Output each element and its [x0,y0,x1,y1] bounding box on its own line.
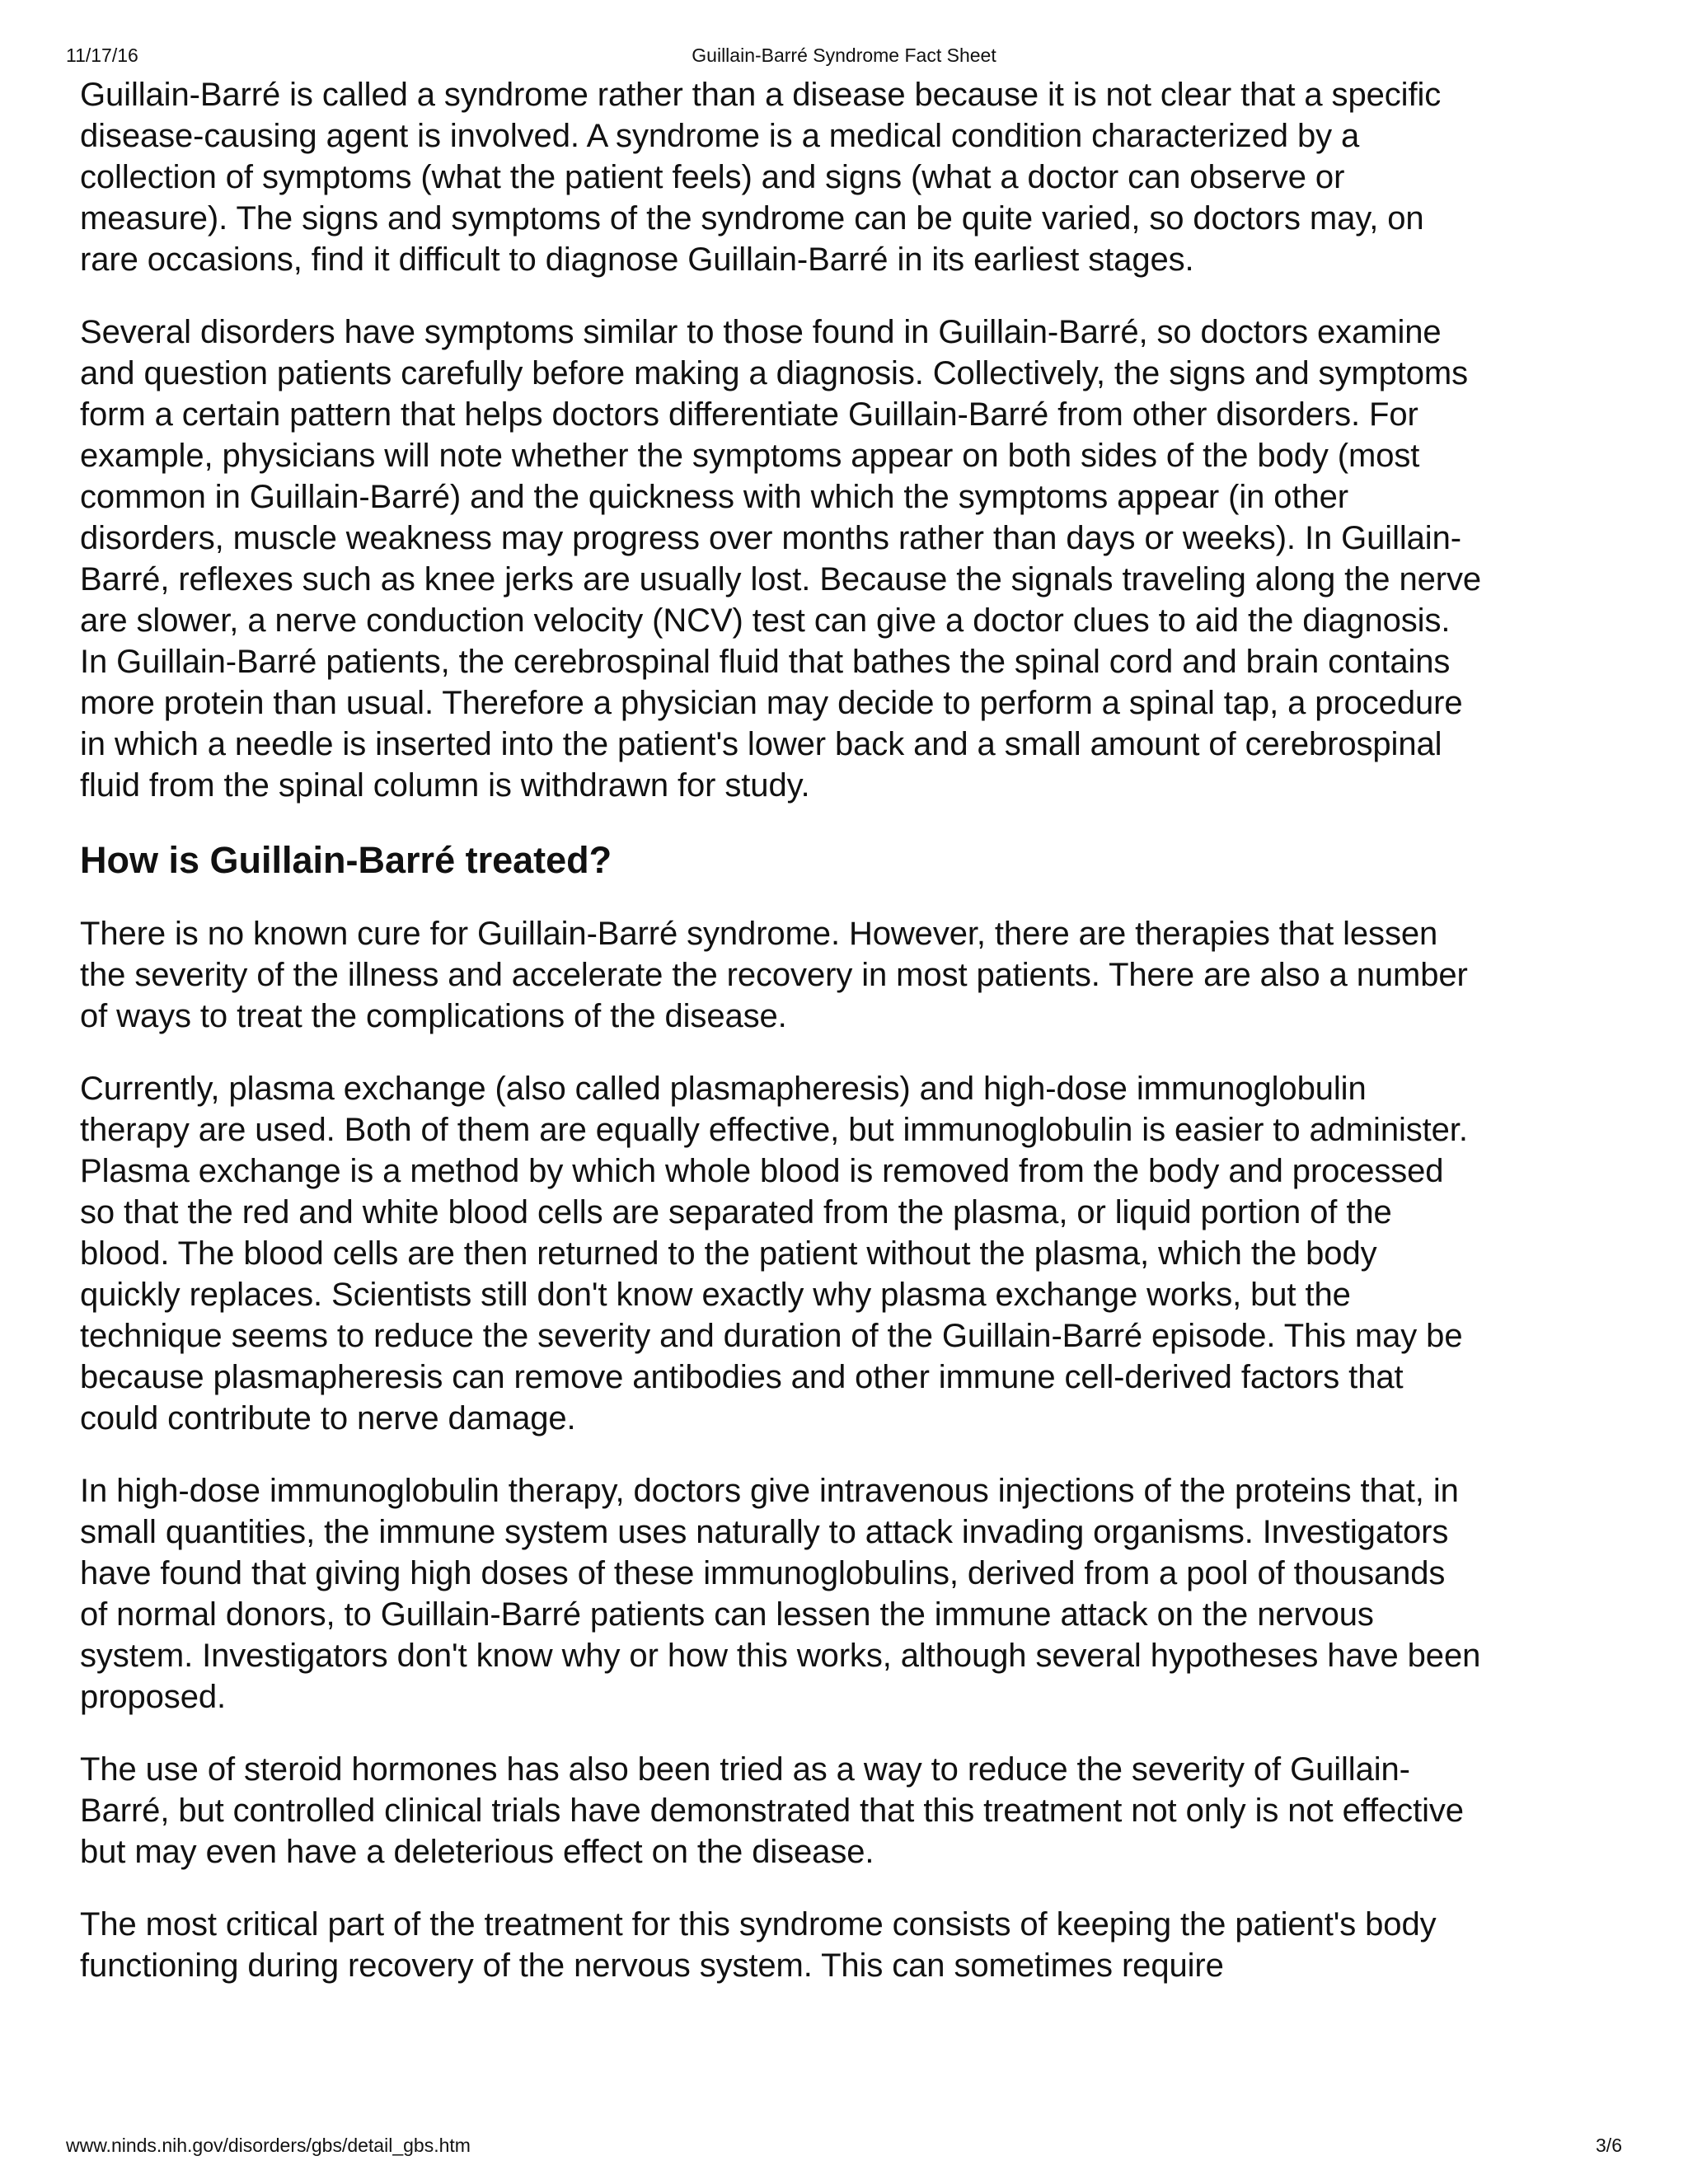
paragraph-supportive-care: The most critical part of the treatment for this syndrome consists of keeping the patient's body functioning during recovery of the nervous system. This can sometimes require [80,1906,1437,1984]
paragraph-diagnosis: Several disorders have symptoms similar to those found in Guillain-Barré, so doctors examine and question patients carefully before making a diagnosis. Collectively, the signs and symptoms form a certain pattern that helps doctors differentiate Guillain-Barré from other disorders. For example, physicians will note whether the symptoms appear on both sides of the body (most common in Guillain-Barré) and the quickness with which the symptoms appear (in other disorders, muscle weakness may progress over months rather than days or weeks). In Guillain-Barré, reflexes such as knee jerks are usually lost. Because the signals traveling along the nerve are slower, a nerve conduction velocity (NCV) test can give a doctor clues to aid the diagnosis. In Guillain-Barré patients, the cerebrospinal fluid that bathes the spinal cord and brain contains more protein than usual. Therefore a physician may decide to perform a spinal tap, a procedure in which a needle is inserted into the patient's lower back and a small amount of cerebrospinal fluid from the spinal column is withdrawn for study. [80,314,1482,804]
section-heading-treatment: How is Guillain-Barré treated? [80,839,612,881]
paragraph-plasma-exchange: Currently, plasma exchange (also called plasmapheresis) and high-dose immunoglobulin therapy are used. Both of them are equally effective, but immunoglobulin is easier to administer. Plasma exchange is a method by which whole blood is removed from the body and processed so that the red and white blood cells are separated from the plasma, or liquid portion of the blood. The blood cells are then returned to the patient without the plasma, which the body quickly replaces. Scientists still don't know exactly why plasma exchange works, but the technique seems to reduce the severity and duration of the Guillain-Barré episode. This may be because plasmapheresis can remove antibodies and other immune cell-derived factors that could contribute to nerve damage. [80,1071,1468,1436]
page-number: 3/6 [1596,2135,1622,2156]
paragraph-steroids: The use of steroid hormones has also been tried as a way to reduce the severity of Guillain-Barré, but controlled clinical trials have demonstrated that this treatment not only is not effective but may even have a deleterious effect on the disease. [80,1751,1464,1870]
print-footer [66,2133,1622,2158]
print-date: 11/17/16 [66,45,138,66]
paragraph-immunoglobulin: In high-dose immunoglobulin therapy, doctors give intravenous injections of the proteins that, in small quantities, the immune system uses naturally to attack invading organisms. Investigators have found that giving high doses of these immunoglobulins, derived from a pool of thousands of normal donors, to Guillain-Barré patients can lessen the immune attack on the nervous system. Investigators don't know why or how this works, although several hypotheses have been proposed. [80,1473,1481,1715]
print-header [66,43,1622,68]
source-url: www.ninds.nih.gov/disorders/gbs/detail_gbs.htm [66,2135,471,2156]
article-body [80,74,1481,2018]
paragraph-no-cure: There is no known cure for Guillain-Barré syndrome. However, there are therapies that lessen the severity of the illness and accelerate the recovery in most patients. There are also a number of ways to treat the complications of the disease. [80,916,1468,1034]
document-title: Guillain-Barré Syndrome Fact Sheet [692,45,996,66]
paragraph-syndrome-definition: Guillain-Barré is called a syndrome rather than a disease because it is not clear that a specific disease-causing agent is involved. A syndrome is a medical condition characterized by a collection of symptoms (what the patient feels) and signs (what a doctor can observe or measure). The signs and symptoms of the syndrome can be quite varied, so doctors may, on rare occasions, find it difficult to diagnose Guillain-Barré in its earliest stages. [80,77,1442,278]
